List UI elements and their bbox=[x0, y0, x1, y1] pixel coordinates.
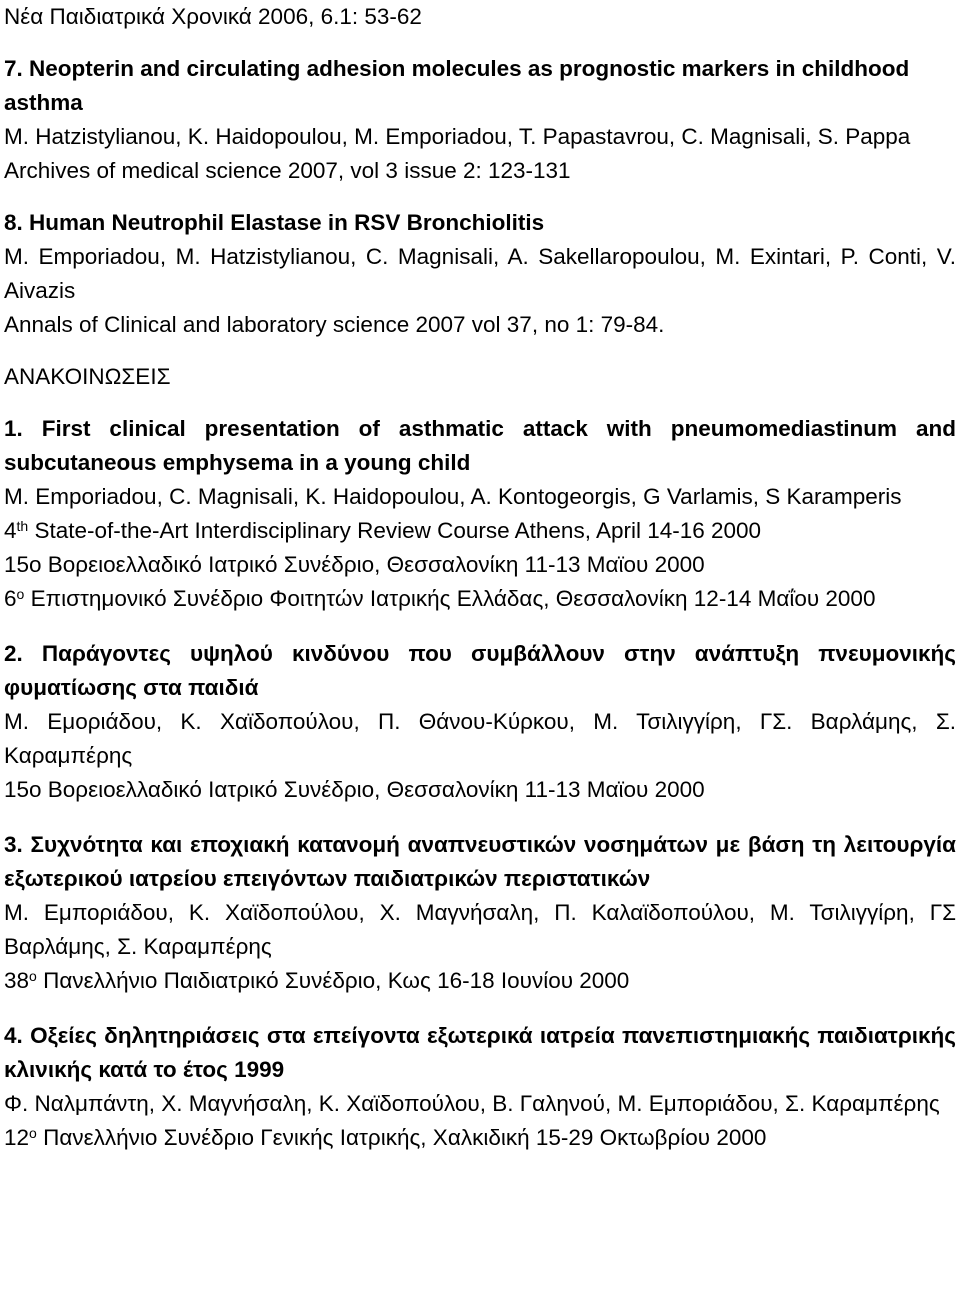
announcement-venue: $38^o$ Πανελλήνιο Παιδιατρικό Συνέδριο, Κως 16-18 Ιουνίου 2000 bbox=[4, 968, 630, 993]
publication-source: Archives of medical science 2007, vol 3 issue 2: 123-131 bbox=[4, 158, 571, 183]
announcement-authors: Μ. Εμποριάδου, Κ. Χαϊδοπούλου, Χ. Μαγνήσαλη, Π. Καλαϊδοπούλου, Μ. Τσιλιγγίρη, ΓΣ Βαρλάμης, Σ. Καραμπέρης bbox=[4, 900, 956, 959]
announcement-venue: 15ο Βορειοελλαδικό Ιατρικό Συνέδριο, Θεσσαλονίκη 11-13 Μαϊου 2000 bbox=[4, 552, 705, 577]
announcement-authors: M. Emporiadou, C. Magnisali, K. Haidopoulou, A. Kontogeorgis, G Varlamis, S Karamperis bbox=[4, 484, 902, 509]
announcement-entry bbox=[4, 412, 956, 616]
announcement-title: 2. Παράγοντες υψηλού κινδύνου που συμβάλλουν στην ανάπτυξη πνευμονικής φυματίωσης στα παιδιά bbox=[4, 641, 956, 700]
publication-title: 7. Neopterin and circulating adhesion molecules as prognostic markers in childhood asthma bbox=[4, 56, 910, 115]
announcement-title: 1. First clinical presentation of asthmatic attack with pneumomediastinum and subcutaneous emphysema in a young child bbox=[4, 416, 956, 475]
publication-title: 8. Human Neutrophil Elastase in RSV Bronchiolitis bbox=[4, 210, 545, 235]
announcement-title: 3. Συχνότητα και εποχιακή κατανομή αναπνευστικών νοσημάτων με βάση τη λειτουργία εξωτερικού ιατρείου επειγόντων παιδιατρικών περιστατικών bbox=[4, 832, 956, 891]
announcement-venue: $6^o$ Επιστημονικό Συνέδριο Φοιτητών Ιατρικής Ελλάδας, Θεσσαλονίκη 12-14 Μαΐου 2000 bbox=[4, 586, 876, 611]
publication-authors: M. Emporiadou, M. Hatzistylianou, C. Magnisali, A. Sakellaropoulou, M. Exintari, P. Conti, V. Aivazis bbox=[4, 244, 956, 303]
publication-authors: M. Hatzistylianou, K. Haidopoulou, M. Emporiadou, T. Papastavrou, C. Magnisali, S. Pappa bbox=[4, 124, 911, 149]
announcement-venue: $12^o$ Πανελλήνιο Συνέδριο Γενικής Ιατρικής, Χαλκιδική 15-29 Οκτωβρίου 2000 bbox=[4, 1125, 767, 1150]
publication-entry bbox=[4, 52, 956, 188]
announcement-entry bbox=[4, 1019, 956, 1155]
section-heading: ΑΝΑΚΟΙΝΩΣΕΙΣ bbox=[4, 364, 171, 389]
announcement-venue: 4th State-of-the-Art Interdisciplinary Review Course Athens, April 14-16 2000 bbox=[4, 518, 762, 543]
journal-reference: Νέα Παιδιατρικά Χρονικά 2006, 6.1: 53-62 bbox=[4, 4, 422, 29]
publication-source: Annals of Clinical and laboratory science 2007 vol 37, no 1: 79-84. bbox=[4, 312, 665, 337]
announcement-entry bbox=[4, 637, 956, 807]
announcement-entry bbox=[4, 828, 956, 998]
announcement-title: 4. Οξείες δηλητηριάσεις στα επείγοντα εξωτερικά ιατρεία πανεπιστημιακής παιδιατρικής κλινικής κατά το έτος 1999 bbox=[4, 1023, 956, 1082]
publication-entry bbox=[4, 206, 956, 342]
announcement-authors: Μ. Εμοριάδου, Κ. Χαϊδοπούλου, Π. Θάνου-Κύρκου, Μ. Τσιλιγγίρη, ΓΣ. Βαρλάμης, Σ. Καραμπέρης bbox=[4, 709, 956, 768]
announcement-authors: Φ. Ναλμπάντη, Χ. Μαγνήσαλη, Κ. Χαϊδοπούλου, Β. Γαληνού, Μ. Εμποριάδου, Σ. Καραμπέρης bbox=[4, 1091, 940, 1116]
announcement-venue: 15ο Βορειοελλαδικό Ιατρικό Συνέδριο, Θεσσαλονίκη 11-13 Μαϊου 2000 bbox=[4, 777, 705, 802]
document-page bbox=[4, 0, 956, 1155]
